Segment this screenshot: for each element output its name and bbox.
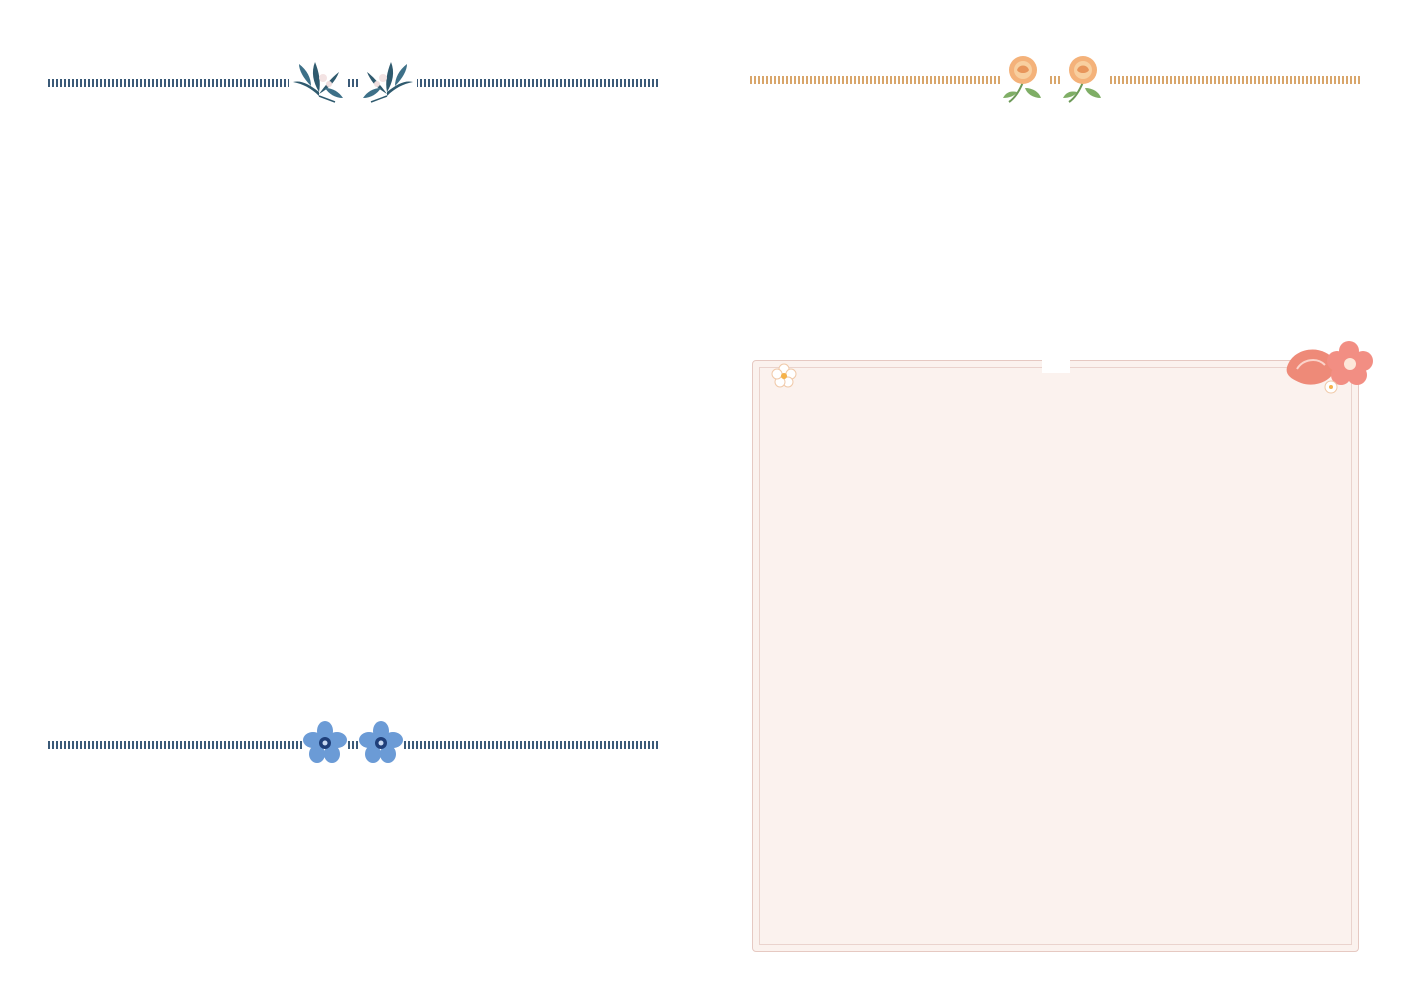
- leaf-sprig-icon: [359, 58, 417, 108]
- title-rule: [48, 79, 658, 87]
- offerings-panel: [752, 360, 1359, 952]
- offerings-header: [753, 349, 1358, 373]
- blue-flower-icon: [359, 721, 403, 769]
- blue-flower-icon: [303, 721, 347, 769]
- left-page: [0, 0, 700, 992]
- afternoon-order-list: [48, 794, 658, 944]
- sunday-header: [48, 60, 658, 106]
- wednesday-order-list: [752, 135, 1364, 275]
- leaf-sprig-icon: [289, 58, 347, 108]
- offerings-title: [1042, 349, 1070, 373]
- pink-flower-icon: [1283, 337, 1373, 405]
- afternoon-header: [48, 722, 658, 768]
- orange-rose-icon: [1061, 52, 1109, 108]
- right-page: [700, 0, 1403, 992]
- title-rule: [48, 741, 658, 749]
- orange-rose-icon: [1001, 52, 1049, 108]
- small-flower-icon: [771, 363, 797, 393]
- wednesday-header: [750, 54, 1360, 106]
- offerings-panel-border: [759, 367, 1352, 945]
- sunday-order-list: [52, 146, 660, 696]
- title-rule: [750, 76, 1360, 84]
